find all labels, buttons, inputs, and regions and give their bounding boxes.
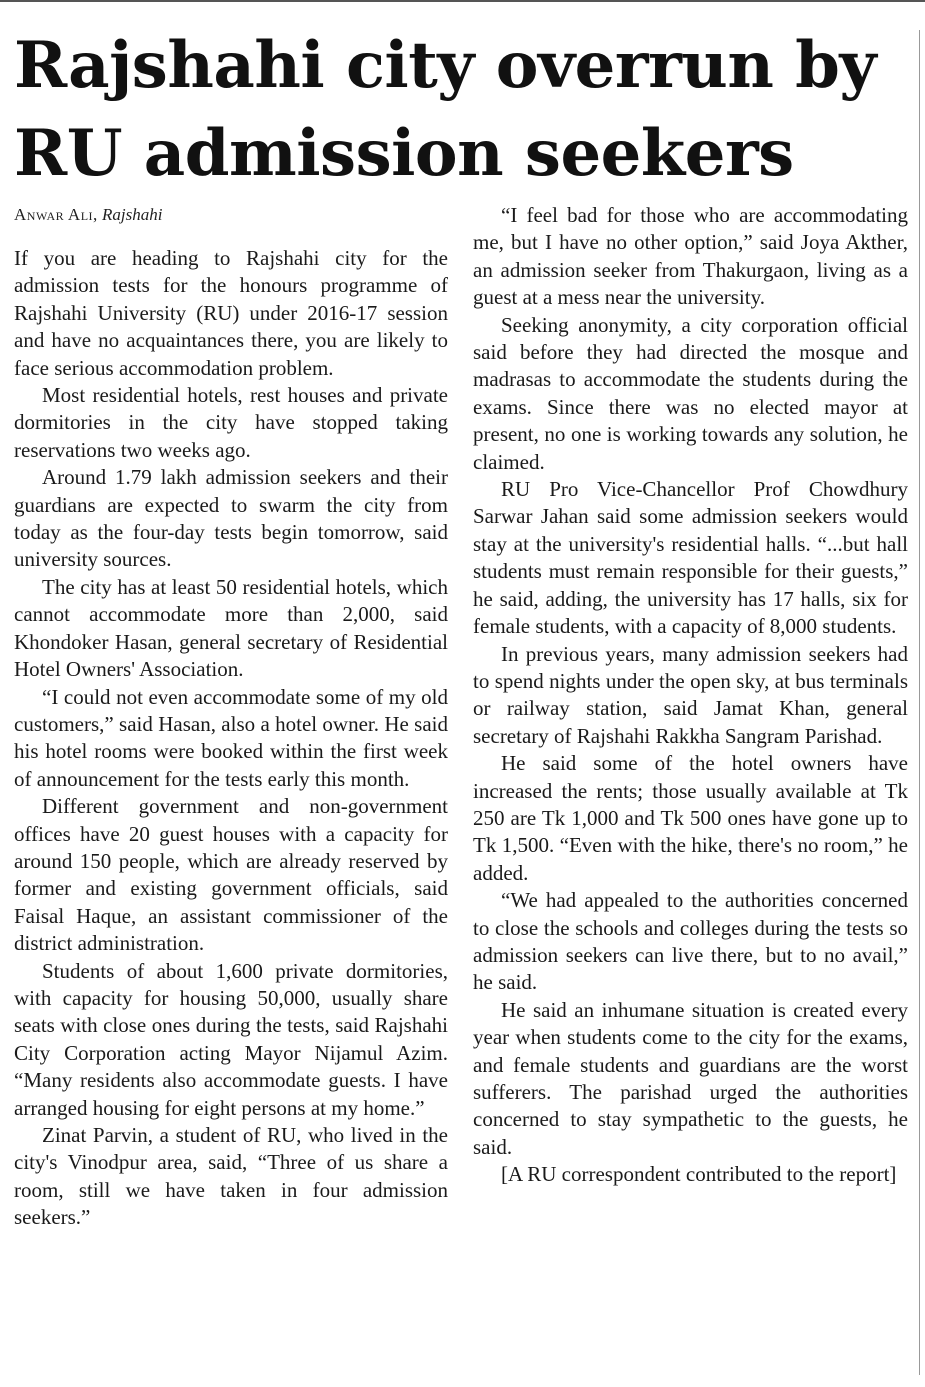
top-rule (0, 0, 925, 2)
paragraph: Around 1.79 lakh admission seekers and their guardians are expected to swarm the city from today as the four-day tests begin tomorrow, said university sources. (14, 465, 448, 572)
article-column-right (473, 202, 908, 1189)
paragraph: “I could not even accommodate some of my old customers,” said Hasan, also a hotel owner. He said his hotel rooms were booked within the first week of announcement for the tests early this month. (14, 684, 448, 791)
paragraph: Seeking anonymity, a city corporation official said before they had directed the mosque and madrasas to accommodate the students during the exams. Since there was no elected mayor at present, no one is working towards any solution, he claimed. (473, 312, 908, 474)
paragraph: If you are heading to Rajshahi city for the admission tests for the honours programme of Rajshahi University (RU) under 2016-17 session and have no acquaintances there, you are likely to face serious accommodation problem. (14, 246, 448, 380)
byline-author: Anwar Ali, (14, 205, 98, 224)
paragraph: He said an inhumane situation is created every year when students come to the city for the exams, and female students and guardians are the worst sufferers. The parishad urged the authorities concerned to stay sympathetic to the guests, he said. (473, 997, 908, 1159)
paragraph: Zinat Parvin, a student of RU, who lived in the city's Vinodpur area, said, “Three of us share a room, still we have taken in four admission seekers.” (14, 1123, 448, 1230)
paragraph: “I feel bad for those who are accommodating me, but I have no other option,” said Joya Akther, an admission seeker from Thakurgaon, living as a guest at a mess near the university. (473, 203, 908, 310)
paragraph: Different government and non-government offices have 20 guest houses with a capacity for around 150 people, which are already reserved by former and existing government officials, said Faisal Haque, an assistant commissioner of the district administration. (14, 794, 448, 956)
paragraph: Students of about 1,600 private dormitories, with capacity for housing 50,000, usually share seats with close ones during the tests, said Rajshahi City Corporation acting Mayor Nijamul Azim. “Many residents also accommodate guests. I have arranged housing for eight persons at my home.” (14, 958, 448, 1120)
article-column-left (14, 245, 448, 1232)
headline-line-1: Rajshahi city overrun by (14, 28, 877, 103)
paragraph: “We had appealed to the authorities concerned to close the schools and colleges during the tests so admission seekers can live there, but to no avail,” he said. (473, 888, 908, 995)
paragraph: In previous years, many admission seekers had to spend nights under the open sky, at bus terminals or railway station, said Jamat Khan, general secretary of Rajshahi Rakkha Sangram Parishad. (473, 641, 908, 748)
paragraph: He said some of the hotel owners have increased the rents; those usually available at Tk 250 are Tk 1,000 and Tk 500 ones have gone up to Tk 1,500. “Even with the hike, there's no room,” he added. (473, 751, 908, 885)
paragraph: The city has at least 50 residential hotels, which cannot accommodate more than 2,000, said Khondoker Hasan, general secretary of Residential Hotel Owners' Association. (14, 574, 448, 682)
headline-line-2: RU admission seekers (14, 116, 794, 191)
byline (14, 205, 162, 225)
byline-location: Rajshahi (102, 205, 163, 224)
right-column-rule (919, 30, 920, 1375)
paragraph: [A RU correspondent contributed to the report] (501, 1162, 897, 1187)
paragraph: RU Pro Vice-Chancellor Prof Chowdhury Sarwar Jahan said some admission seekers would stay at the university's residential halls. “...but hall students must remain responsible for their guests,” he said, adding, the university has 17 halls, six for female students, with a capacity of 8,000 students. (473, 477, 908, 639)
headline (14, 22, 914, 198)
paragraph: Most residential hotels, rest houses and private dormitories in the city have stopped taking reservations two weeks ago. (14, 383, 448, 462)
